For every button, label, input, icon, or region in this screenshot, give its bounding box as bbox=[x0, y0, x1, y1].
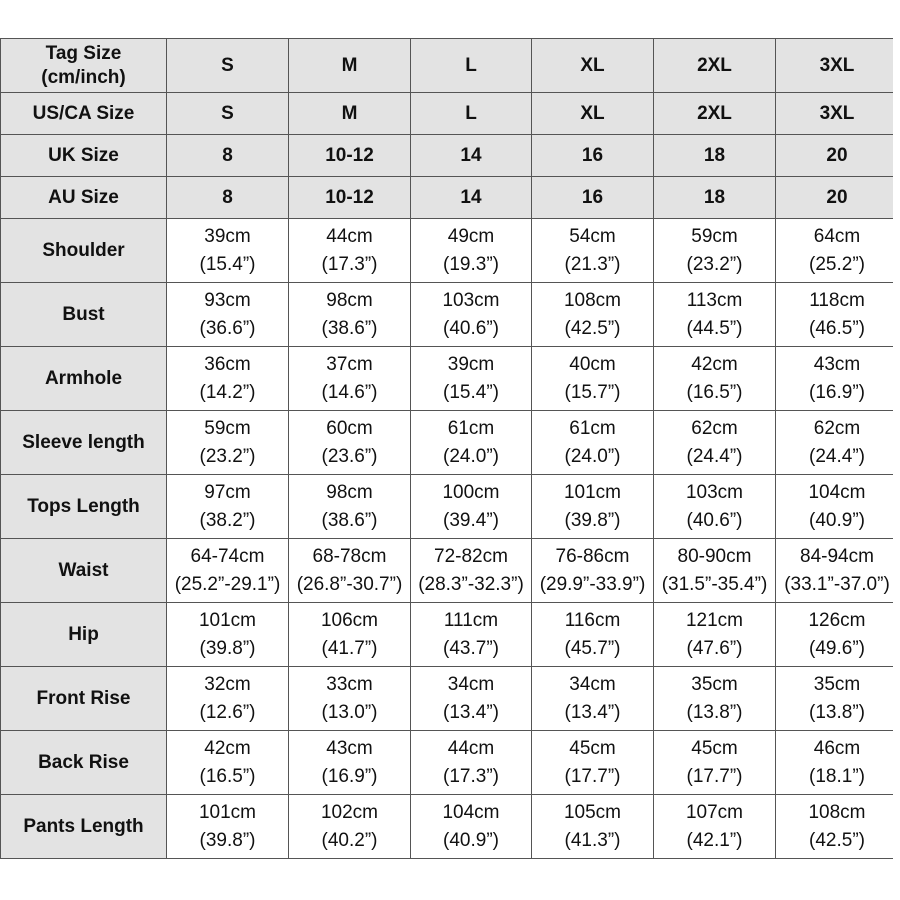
measurement-cell bbox=[654, 731, 776, 795]
row-label-line1: UK Size bbox=[48, 144, 119, 166]
measurement-inch: (25.2”) bbox=[809, 253, 865, 275]
measurement-cm: 49cm bbox=[447, 225, 495, 247]
measurement-cm: 97cm bbox=[204, 481, 251, 503]
measurement-inch: (38.6”) bbox=[321, 317, 378, 339]
size-conversion-row bbox=[1, 177, 899, 219]
measurement-cell bbox=[411, 539, 532, 603]
measurement-inch: (24.0”) bbox=[443, 445, 499, 467]
measurement-inch: (47.6”) bbox=[686, 637, 743, 659]
measurement-cm: 36cm bbox=[204, 353, 251, 375]
size-value-cell: 10-12 bbox=[289, 177, 411, 219]
measurement-inch: (16.9”) bbox=[809, 381, 865, 403]
measurement-inch: (46.5”) bbox=[809, 317, 865, 339]
measurement-cell bbox=[167, 603, 289, 667]
measurement-cell bbox=[776, 731, 899, 795]
measurement-cell bbox=[289, 667, 411, 731]
measurement-inch: (31.5”-35.4”) bbox=[661, 573, 768, 595]
size-value-cell: 14 bbox=[411, 177, 532, 219]
measurement-label: Front Rise bbox=[1, 667, 167, 731]
measurement-inch: (42.5”) bbox=[564, 317, 621, 339]
size-value-cell: XL bbox=[532, 39, 654, 93]
measurement-inch: (43.7”) bbox=[443, 637, 499, 659]
measurement-cell bbox=[167, 667, 289, 731]
measurement-cell bbox=[776, 411, 899, 475]
measurement-cell bbox=[289, 411, 411, 475]
measurement-cell bbox=[411, 795, 532, 859]
size-conversion-row bbox=[1, 39, 899, 93]
measurement-cell bbox=[167, 283, 289, 347]
measurement-inch: (16.5”) bbox=[199, 765, 256, 787]
measurement-cell bbox=[776, 539, 899, 603]
measurement-cell bbox=[289, 283, 411, 347]
measurement-inch: (18.1”) bbox=[809, 765, 865, 787]
measurement-inch: (29.9”-33.9”) bbox=[539, 573, 646, 595]
size-value-cell: 10-12 bbox=[289, 135, 411, 177]
measurement-label: Back Rise bbox=[1, 731, 167, 795]
measurement-cm: 54cm bbox=[569, 225, 616, 247]
measurement-cm: 102cm bbox=[320, 801, 379, 823]
measurement-cm: 40cm bbox=[569, 353, 616, 375]
measurement-cm: 101cm bbox=[198, 801, 257, 823]
measurement-cm: 80-90cm bbox=[677, 545, 752, 567]
measurement-cell bbox=[411, 667, 532, 731]
measurement-cm: 113cm bbox=[686, 289, 743, 311]
row-label-line1: AU Size bbox=[48, 186, 119, 208]
measurement-cm: 45cm bbox=[569, 737, 616, 759]
measurement-inch: (28.3”-32.3”) bbox=[418, 573, 524, 595]
measurement-cell bbox=[532, 475, 654, 539]
measurement-inch: (25.2”-29.1”) bbox=[174, 573, 281, 595]
measurement-inch: (23.2”) bbox=[686, 253, 743, 275]
measurement-cm: 42cm bbox=[204, 737, 251, 759]
measurement-cm: 111cm bbox=[443, 609, 499, 631]
row-label bbox=[1, 177, 167, 219]
measurement-cm: 104cm bbox=[442, 801, 500, 823]
measurement-label: Waist bbox=[1, 539, 167, 603]
measurement-cell bbox=[654, 603, 776, 667]
measurement-inch: (24.0”) bbox=[564, 445, 621, 467]
size-value-cell: S bbox=[167, 93, 289, 135]
measurement-cell bbox=[532, 667, 654, 731]
measurement-label: Tops Length bbox=[1, 475, 167, 539]
measurement-cell bbox=[167, 795, 289, 859]
measurement-row bbox=[1, 731, 899, 795]
size-value-cell: 8 bbox=[167, 177, 289, 219]
measurement-cell bbox=[776, 283, 899, 347]
measurement-cm: 68-78cm bbox=[312, 545, 387, 567]
measurement-inch: (13.4”) bbox=[564, 701, 621, 723]
measurement-inch: (40.9”) bbox=[809, 509, 865, 531]
size-conversion-row bbox=[1, 93, 899, 135]
measurement-inch: (38.2”) bbox=[199, 509, 256, 531]
measurement-cm: 103cm bbox=[685, 481, 744, 503]
measurement-cell bbox=[167, 219, 289, 283]
size-value-cell: S bbox=[167, 39, 289, 93]
measurement-inch: (12.6”) bbox=[199, 701, 256, 723]
size-value-cell: M bbox=[289, 93, 411, 135]
measurement-inch: (15.4”) bbox=[199, 253, 256, 275]
measurement-cell bbox=[411, 603, 532, 667]
size-value-cell: 2XL bbox=[654, 93, 776, 135]
measurement-cm: 44cm bbox=[447, 737, 495, 759]
measurement-inch: (13.4”) bbox=[443, 701, 499, 723]
measurement-cell bbox=[532, 347, 654, 411]
measurement-cell bbox=[289, 347, 411, 411]
measurement-inch: (40.6”) bbox=[686, 509, 743, 531]
measurement-cm: 37cm bbox=[326, 353, 373, 375]
measurement-inch: (41.3”) bbox=[564, 829, 621, 851]
measurement-cell bbox=[167, 731, 289, 795]
measurement-cm: 33cm bbox=[326, 673, 373, 695]
measurement-cell bbox=[167, 347, 289, 411]
measurement-inch: (13.8”) bbox=[809, 701, 865, 723]
size-value-cell: 3XL bbox=[776, 39, 899, 93]
measurement-cm: 118cm bbox=[809, 289, 865, 311]
size-value-cell: XL bbox=[532, 93, 654, 135]
measurement-inch: (17.3”) bbox=[443, 765, 499, 787]
measurement-cell bbox=[532, 603, 654, 667]
measurement-cm: 34cm bbox=[569, 673, 616, 695]
measurement-cm: 44cm bbox=[326, 225, 373, 247]
measurement-cell bbox=[532, 219, 654, 283]
size-chart bbox=[0, 38, 900, 860]
measurement-inch: (40.6”) bbox=[443, 317, 499, 339]
measurement-cm: 101cm bbox=[563, 481, 622, 503]
measurement-inch: (14.6”) bbox=[321, 381, 378, 403]
measurement-row bbox=[1, 539, 899, 603]
measurement-label: Armhole bbox=[1, 347, 167, 411]
measurement-cm: 108cm bbox=[808, 801, 866, 823]
measurement-row bbox=[1, 347, 899, 411]
measurement-cell bbox=[776, 795, 899, 859]
measurement-inch: (38.6”) bbox=[321, 509, 378, 531]
measurement-cm: 45cm bbox=[691, 737, 738, 759]
measurement-cell bbox=[654, 411, 776, 475]
measurement-cell bbox=[167, 475, 289, 539]
measurement-inch: (40.2”) bbox=[321, 829, 378, 851]
measurement-cm: 101cm bbox=[198, 609, 257, 631]
measurement-label: Sleeve length bbox=[1, 411, 167, 475]
measurement-cm: 35cm bbox=[813, 673, 861, 695]
measurement-cell bbox=[289, 475, 411, 539]
measurement-inch: (40.9”) bbox=[443, 829, 499, 851]
measurement-inch: (26.8”-30.7”) bbox=[296, 573, 403, 595]
row-label bbox=[1, 93, 167, 135]
measurement-cm: 62cm bbox=[691, 417, 738, 439]
measurement-inch: (42.1”) bbox=[686, 829, 743, 851]
measurement-inch: (45.7”) bbox=[564, 637, 621, 659]
measurement-cell bbox=[167, 411, 289, 475]
measurement-inch: (13.0”) bbox=[321, 701, 378, 723]
measurement-cell bbox=[411, 475, 532, 539]
measurement-cell bbox=[411, 731, 532, 795]
measurement-label: Bust bbox=[1, 283, 167, 347]
row-label-line2: (cm/inch) bbox=[41, 66, 126, 88]
measurement-cell bbox=[532, 795, 654, 859]
size-value-cell: L bbox=[411, 93, 532, 135]
measurement-cm: 84-94cm bbox=[800, 545, 874, 567]
measurement-inch: (49.6”) bbox=[809, 637, 865, 659]
measurement-cm: 100cm bbox=[442, 481, 500, 503]
measurement-cm: 72-82cm bbox=[434, 545, 508, 567]
measurement-inch: (33.1”-37.0”) bbox=[784, 573, 890, 595]
row-label bbox=[1, 135, 167, 177]
measurement-inch: (24.4”) bbox=[809, 445, 865, 467]
size-value-cell: M bbox=[289, 39, 411, 93]
measurement-label: Hip bbox=[1, 603, 167, 667]
row-label bbox=[1, 39, 167, 93]
measurement-cell bbox=[654, 475, 776, 539]
measurement-inch: (39.4”) bbox=[443, 509, 499, 531]
measurement-row bbox=[1, 795, 899, 859]
measurement-cell bbox=[411, 347, 532, 411]
measurement-inch: (14.2”) bbox=[199, 381, 256, 403]
measurement-inch: (39.8”) bbox=[564, 509, 621, 531]
measurement-cell bbox=[654, 219, 776, 283]
measurement-cm: 46cm bbox=[813, 737, 861, 759]
measurement-cell bbox=[411, 219, 532, 283]
size-value-cell: 8 bbox=[167, 135, 289, 177]
size-chart-table bbox=[0, 38, 899, 859]
measurement-inch: (16.9”) bbox=[321, 765, 378, 787]
measurement-cm: 39cm bbox=[447, 353, 495, 375]
size-value-cell: 14 bbox=[411, 135, 532, 177]
measurement-inch: (36.6”) bbox=[199, 317, 256, 339]
measurement-cell bbox=[532, 539, 654, 603]
measurement-cell bbox=[411, 411, 532, 475]
measurement-cell bbox=[776, 603, 899, 667]
measurement-cell bbox=[289, 795, 411, 859]
row-label-line1: US/CA Size bbox=[32, 102, 135, 124]
measurement-inch: (17.7”) bbox=[686, 765, 743, 787]
measurement-cm: 61cm bbox=[447, 417, 495, 439]
measurement-cm: 59cm bbox=[691, 225, 738, 247]
measurement-cell bbox=[289, 539, 411, 603]
size-chart-body bbox=[1, 39, 899, 859]
measurement-inch: (16.5”) bbox=[686, 381, 743, 403]
measurement-cm: 61cm bbox=[569, 417, 616, 439]
measurement-cm: 42cm bbox=[691, 353, 738, 375]
row-label-line1: Tag Size bbox=[45, 42, 122, 64]
measurement-inch: (23.6”) bbox=[321, 445, 378, 467]
measurement-cell bbox=[167, 539, 289, 603]
measurement-cell bbox=[654, 347, 776, 411]
measurement-inch: (41.7”) bbox=[321, 637, 378, 659]
measurement-inch: (15.7”) bbox=[564, 381, 621, 403]
measurement-row bbox=[1, 667, 899, 731]
measurement-cm: 126cm bbox=[808, 609, 866, 631]
measurement-cm: 98cm bbox=[326, 481, 373, 503]
measurement-label: Shoulder bbox=[1, 219, 167, 283]
measurement-cm: 104cm bbox=[808, 481, 866, 503]
measurement-inch: (23.2”) bbox=[199, 445, 256, 467]
measurement-inch: (21.3”) bbox=[564, 253, 621, 275]
measurement-cell bbox=[289, 731, 411, 795]
measurement-label: Pants Length bbox=[1, 795, 167, 859]
measurement-cm: 62cm bbox=[813, 417, 861, 439]
measurement-cm: 43cm bbox=[326, 737, 373, 759]
measurement-row bbox=[1, 603, 899, 667]
measurement-cell bbox=[289, 219, 411, 283]
size-value-cell: 3XL bbox=[776, 93, 899, 135]
measurement-cm: 34cm bbox=[447, 673, 495, 695]
size-value-cell: L bbox=[411, 39, 532, 93]
measurement-cell bbox=[654, 283, 776, 347]
measurement-cm: 121cm bbox=[685, 609, 744, 631]
measurement-cell bbox=[532, 731, 654, 795]
measurement-cell bbox=[289, 603, 411, 667]
size-value-cell: 20 bbox=[776, 177, 899, 219]
measurement-cell bbox=[411, 283, 532, 347]
measurement-row bbox=[1, 219, 899, 283]
measurement-cm: 59cm bbox=[204, 417, 251, 439]
measurement-cell bbox=[776, 475, 899, 539]
measurement-inch: (24.4”) bbox=[686, 445, 743, 467]
measurement-inch: (42.5”) bbox=[809, 829, 865, 851]
measurement-inch: (44.5”) bbox=[686, 317, 743, 339]
measurement-cm: 32cm bbox=[204, 673, 251, 695]
measurement-cell bbox=[776, 667, 899, 731]
size-value-cell: 18 bbox=[654, 177, 776, 219]
measurement-inch: (19.3”) bbox=[443, 253, 499, 275]
measurement-inch: (13.8”) bbox=[686, 701, 743, 723]
measurement-cm: 60cm bbox=[326, 417, 373, 439]
measurement-cell bbox=[654, 795, 776, 859]
measurement-row bbox=[1, 283, 899, 347]
measurement-cm: 108cm bbox=[563, 289, 622, 311]
size-value-cell: 20 bbox=[776, 135, 899, 177]
measurement-cm: 105cm bbox=[563, 801, 622, 823]
size-conversion-row bbox=[1, 135, 899, 177]
measurement-cell bbox=[532, 411, 654, 475]
measurement-inch: (39.8”) bbox=[199, 637, 256, 659]
measurement-inch: (39.8”) bbox=[199, 829, 256, 851]
measurement-cell bbox=[776, 347, 899, 411]
measurement-inch: (17.7”) bbox=[564, 765, 621, 787]
size-value-cell: 16 bbox=[532, 135, 654, 177]
size-value-cell: 18 bbox=[654, 135, 776, 177]
measurement-cm: 64-74cm bbox=[190, 545, 265, 567]
measurement-cm: 43cm bbox=[813, 353, 861, 375]
measurement-cell bbox=[654, 667, 776, 731]
measurement-cm: 106cm bbox=[320, 609, 379, 631]
measurement-cell bbox=[776, 219, 899, 283]
measurement-inch: (15.4”) bbox=[443, 381, 499, 403]
measurement-inch: (17.3”) bbox=[321, 253, 378, 275]
measurement-row bbox=[1, 475, 899, 539]
measurement-cell bbox=[654, 539, 776, 603]
measurement-cm: 76-86cm bbox=[555, 545, 630, 567]
measurement-cm: 35cm bbox=[691, 673, 738, 695]
measurement-cm: 116cm bbox=[564, 609, 621, 631]
size-value-cell: 16 bbox=[532, 177, 654, 219]
measurement-cm: 107cm bbox=[685, 801, 744, 823]
right-edge bbox=[893, 38, 900, 860]
measurement-cm: 39cm bbox=[204, 225, 251, 247]
measurement-cm: 64cm bbox=[813, 225, 861, 247]
size-value-cell: 2XL bbox=[654, 39, 776, 93]
measurement-cm: 98cm bbox=[326, 289, 373, 311]
measurement-cm: 93cm bbox=[204, 289, 251, 311]
measurement-cm: 103cm bbox=[442, 289, 500, 311]
measurement-row bbox=[1, 411, 899, 475]
measurement-cell bbox=[532, 283, 654, 347]
